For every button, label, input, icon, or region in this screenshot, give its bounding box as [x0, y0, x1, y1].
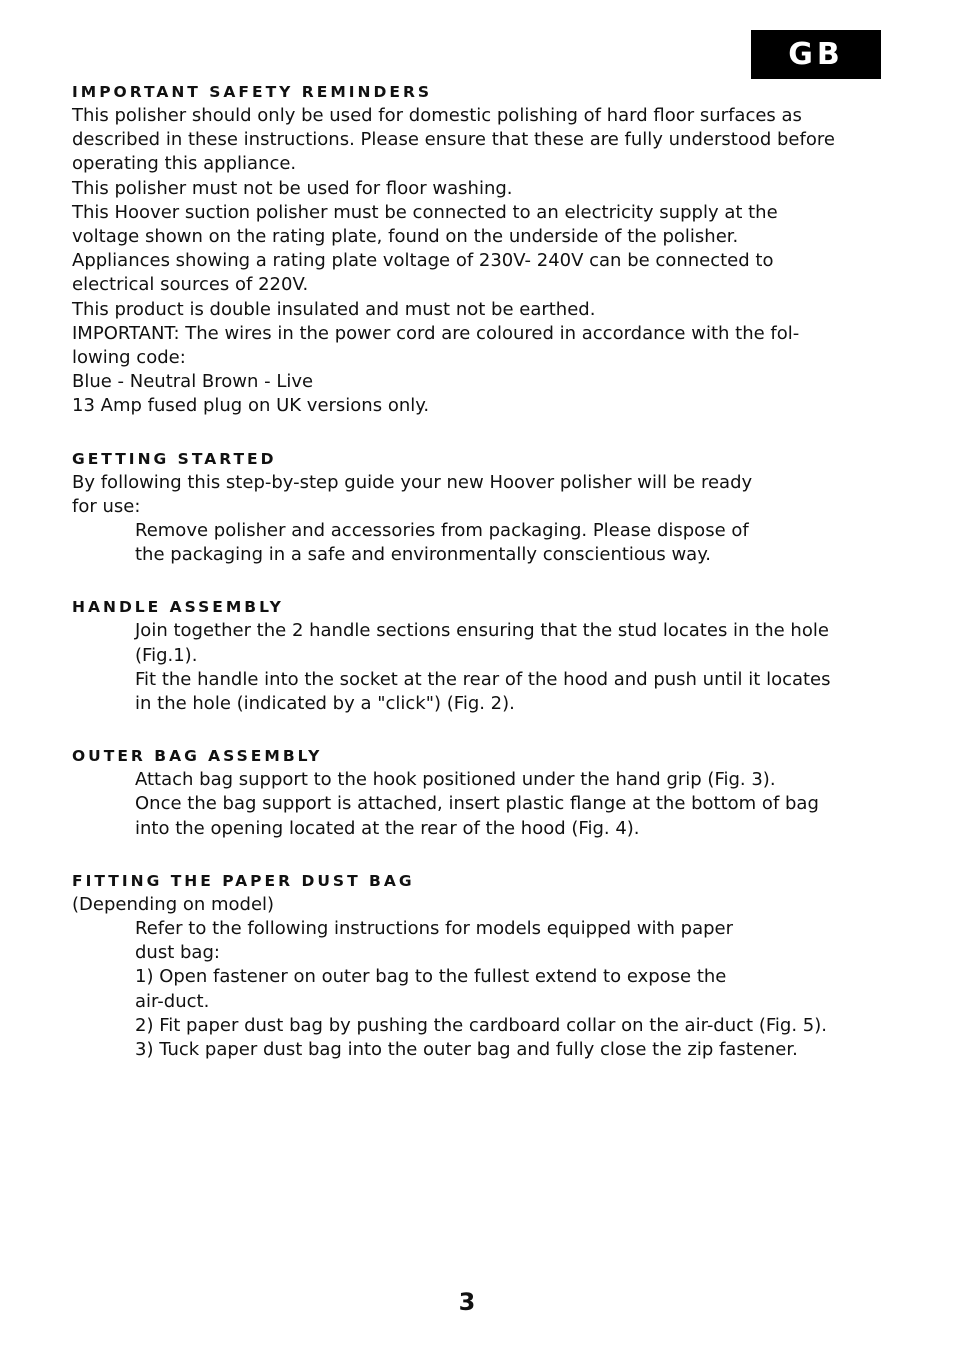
paper-step: air-duct.: [135, 990, 210, 1012]
page-content: [72, 80, 882, 1062]
paper-step: 1) Open fastener on outer bag to the fullest extend to expose the: [135, 966, 727, 988]
safety-line: This polisher must not be used for floor washing.: [72, 177, 513, 199]
paper-step: dust bag:: [135, 942, 220, 964]
safety-line: IMPORTANT: The wires in the power cord are coloured in accordance with the fol-: [72, 322, 800, 344]
section-paper-dust-bag: [72, 869, 882, 1062]
language-tab-label: GB: [788, 37, 844, 72]
safety-line: Blue - Neutral Brown - Live: [72, 371, 314, 393]
language-tab: [751, 30, 881, 79]
safety-line: This polisher should only be used for domestic polishing of hard floor surfaces as: [72, 105, 802, 126]
outer-step: Attach bag support to the hook positioned under the hand grip (Fig. 3).: [135, 769, 776, 791]
section-getting-started: [72, 447, 882, 568]
safety-line: This product is double insulated and must not be earthed.: [72, 298, 596, 320]
page-number: 3: [458, 1288, 476, 1316]
started-step: Remove polisher and accessories from packaging. Please dispose of: [135, 520, 749, 542]
section-spacer: [72, 567, 882, 591]
section-handle-assembly: [72, 595, 882, 716]
paper-step: 3) Tuck paper dust bag into the outer bag and fully close the zip fastener.: [135, 1039, 798, 1061]
outer-step: Once the bag support is attached, insert plastic flange at the bottom of bag: [135, 793, 819, 815]
handle-step: Fit the handle into the socket at the rear of the hood and push until it locates: [135, 668, 831, 690]
heading-paper-dust-bag: FITTING THE PAPER DUST BAG: [72, 871, 415, 890]
section-spacer: [72, 841, 882, 865]
handle-step: Join together the 2 handle sections ensuring that the stud locates in the hole: [135, 620, 829, 642]
safety-line: described in these instructions. Please ensure that these are fully understood before: [72, 129, 835, 151]
started-line: By following this step-by-step guide your new Hoover polisher will be ready: [72, 471, 753, 493]
safety-line: voltage shown on the rating plate, found on the underside of the polisher.: [72, 226, 739, 248]
section-outer-bag-assembly: [72, 744, 882, 841]
safety-line: operating this appliance.: [72, 153, 297, 175]
section-spacer: [72, 419, 882, 443]
outer-step: into the opening located at the rear of the hood (Fig. 4).: [135, 817, 640, 839]
handle-step: (Fig.1).: [135, 644, 198, 666]
heading-handle-assembly: HANDLE ASSEMBLY: [72, 598, 284, 617]
safety-line: Appliances showing a rating plate voltage of 230V- 240V can be connected to: [72, 250, 774, 272]
heading-getting-started: GETTING STARTED: [72, 449, 277, 468]
section-safety: [72, 80, 882, 419]
safety-line: This Hoover suction polisher must be connected to an electricity supply at the: [72, 201, 778, 223]
heading-safety: IMPORTANT SAFETY REMINDERS: [72, 83, 433, 101]
paper-step: 2) Fit paper dust bag by pushing the cardboard collar on the air-duct (Fig. 5).: [135, 1014, 827, 1036]
safety-line: lowing code:: [72, 347, 186, 369]
started-line: for use:: [72, 495, 141, 517]
paper-step: Refer to the following instructions for models equipped with paper: [135, 918, 733, 940]
handle-step: in the hole (indicated by a "click") (Fig. 2).: [135, 693, 515, 715]
started-step: the packaging in a safe and environmentally conscientious way.: [135, 544, 711, 566]
heading-outer-bag-assembly: OUTER BAG ASSEMBLY: [72, 747, 323, 766]
safety-line: electrical sources of 220V.: [72, 274, 309, 296]
paper-line: (Depending on model): [72, 893, 275, 915]
safety-line: 13 Amp fused plug on UK versions only.: [72, 395, 430, 417]
section-spacer: [72, 716, 882, 740]
